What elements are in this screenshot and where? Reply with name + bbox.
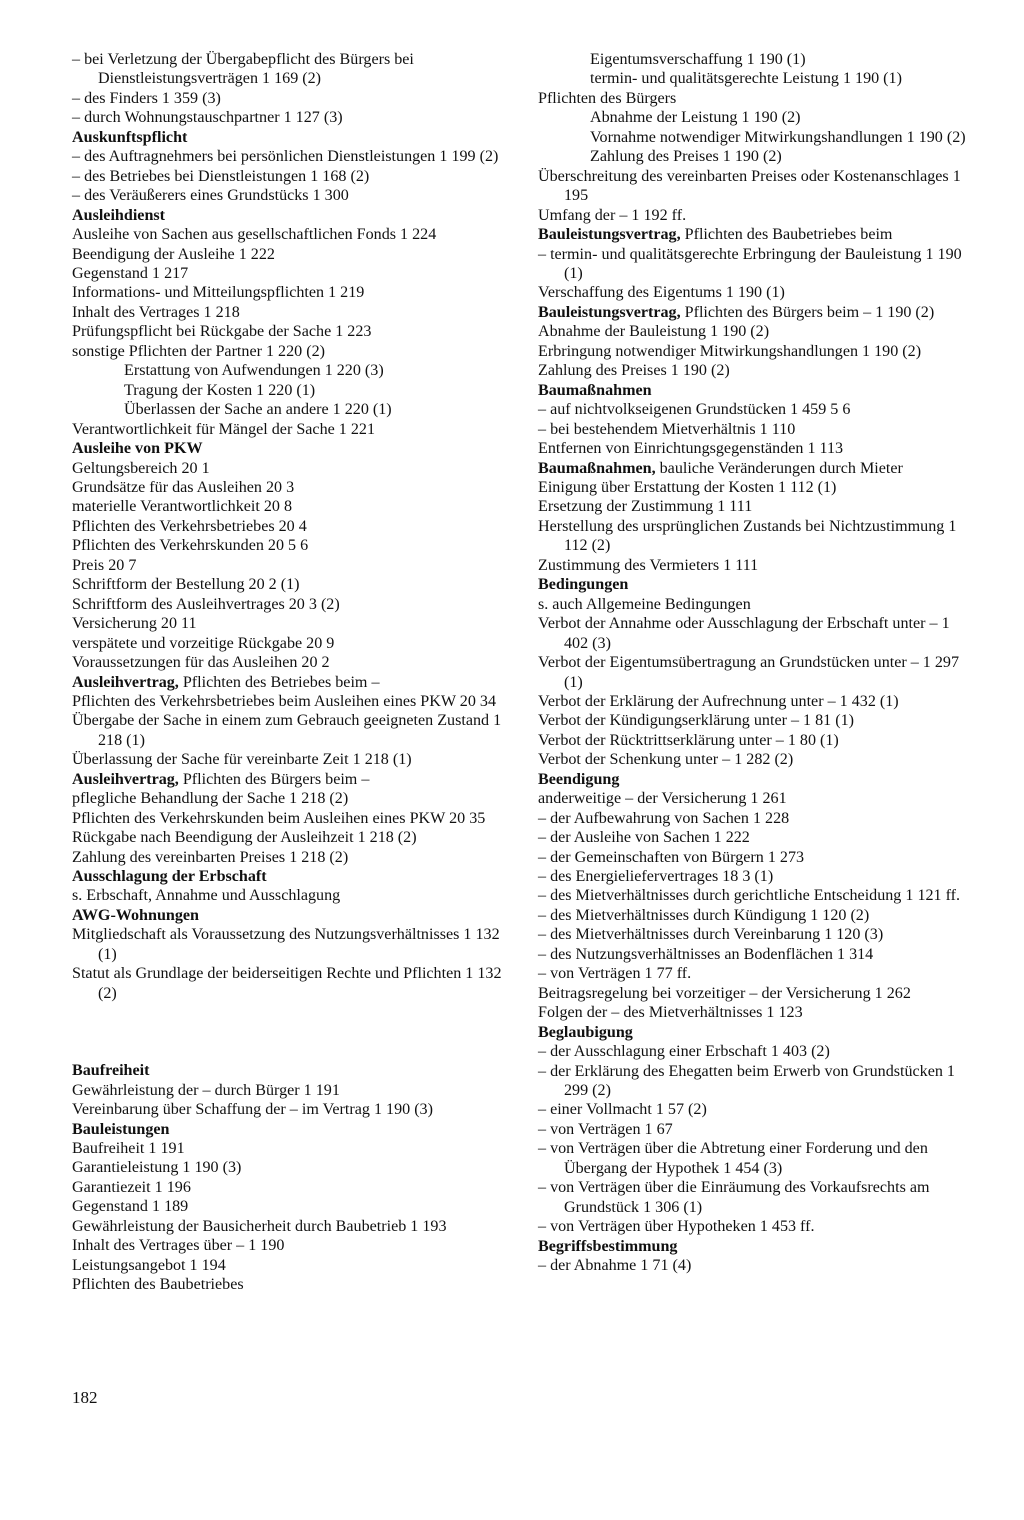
index-entry: Beendigung der Ausleihe 1 222 (72, 245, 275, 263)
heading-qualifier: Pflichten des Betriebes beim – (178, 673, 380, 691)
index-entry: Statut als Grundlage der beiderseitigen Rechte und Pflichten 1 132 (2) (72, 965, 502, 1002)
index-heading: Bauleistungen (72, 1120, 170, 1138)
index-entry: Pflichten des Bürgers (538, 89, 677, 107)
index-subentry: – des Veräußerers eines Grundstücks 1 300 (72, 187, 349, 205)
index-entry: Eigentumsverschaffung 1 190 (1) (590, 51, 806, 68)
index-subentry: – einer Vollmacht 1 57 (2) (538, 1101, 707, 1119)
index-entry: Pflichten des Verkehrsbetriebes beim Ausleihen eines PKW 20 34 (72, 692, 497, 710)
index-subentry: – von Verträgen 1 67 (538, 1120, 673, 1138)
heading-term: Ausleihvertrag, (72, 770, 179, 788)
index-entry: Pflichten des Baubetriebes (72, 1276, 244, 1294)
index-heading (538, 225, 976, 244)
index-subentry: – der Gemeinschaften von Bürgern 1 273 (538, 848, 805, 866)
index-subentry: – des Mietverhältnisses durch Vereinbarung 1 120 (3) (538, 926, 884, 944)
index-entry: Prüfungspflicht bei Rückgabe der Sache 1 223 (72, 323, 372, 341)
index-entry: Ersetzung der Zustimmung 1 111 (538, 498, 753, 516)
index-subentry: – der Ausleihe von Sachen 1 222 (538, 829, 750, 847)
index-subentry: – von Verträgen 1 77 ff. (538, 965, 692, 983)
index-entry: Baufreiheit 1 191 (72, 1140, 185, 1158)
index-entry: Garantiezeit 1 196 (72, 1178, 191, 1196)
index-subentry: – durch Wohnungstauschpartner 1 127 (3) (72, 109, 343, 127)
index-entry: Zustimmung des Vermieters 1 111 (538, 556, 759, 574)
index-entry: Gewährleistung der – durch Bürger 1 191 (72, 1081, 340, 1099)
index-entry: Abnahme der Bauleistung 1 190 (2) (538, 323, 770, 341)
index-heading: Auskunftspflicht (72, 128, 188, 146)
index-entry: Einigung über Erstattung der Kosten 1 112 (1) (538, 478, 837, 496)
index-heading (72, 770, 512, 789)
index-entry: pflegliche Behandlung der Sache 1 218 (2) (72, 790, 349, 808)
index-subentry: – des Finders 1 359 (3) (72, 89, 221, 107)
index-entry: Herstellung des ursprünglichen Zustands bei Nichtzustimmung 1 112 (2) (538, 517, 957, 555)
index-entry: Verschaffung des Eigentums 1 190 (1) (538, 284, 785, 302)
index-entry: Vereinbarung über Schaffung der – im Vertrag 1 190 (3) (72, 1101, 433, 1119)
index-subentry: – des Mietverhältnisses durch gerichtliche Entscheidung 1 121 ff. (538, 887, 961, 905)
index-entry: verspätete und vorzeitige Rückgabe 20 9 (72, 634, 335, 652)
left-column (72, 50, 512, 1295)
index-subentry: – des Nutzungsverhältnisses an Bodenflächen 1 314 (538, 945, 874, 963)
index-entry: Verbot der Annahme oder Ausschlagung der Erbschaft unter – 1 402 (3) (538, 615, 950, 652)
heading-term: Ausleihvertrag, (72, 673, 179, 691)
heading-qualifier: bauliche Veränderungen durch Mieter (655, 459, 903, 477)
index-entry: Übergabe der Sache in einem zum Gebrauch geeigneten Zustand 1 218 (1) (72, 712, 502, 749)
index-entry: Inhalt des Vertrages über – 1 190 (72, 1237, 285, 1255)
index-entry: Grundsätze für das Ausleihen 20 3 (72, 478, 295, 496)
index-heading: Baufreiheit (72, 1062, 150, 1080)
index-entry: Schriftform des Ausleihvertrages 20 3 (2) (72, 595, 340, 613)
index-subentry: – von Verträgen über die Einräumung des Vorkaufsrechts am Grundstück 1 306 (1) (538, 1179, 930, 1216)
index-entry: Informations- und Mitteilungspflichten 1 219 (72, 284, 365, 302)
heading-qualifier: Pflichten des Bürgers beim – (178, 770, 370, 788)
index-entry: Verbot der Eigentumsübertragung an Grundstücken unter – 1 297 (1) (538, 654, 960, 691)
index-entry: Überlassen der Sache an andere 1 220 (1) (124, 401, 392, 419)
index-entry: Leistungsangebot 1 194 (72, 1256, 226, 1274)
index-subentry: – des Mietverhältnisses durch Kündigung 1 120 (2) (538, 906, 870, 924)
index-entry: Zahlung des Preises 1 190 (2) (538, 362, 730, 380)
index-entry: materielle Verantwortlichkeit 20 8 (72, 498, 293, 516)
index-heading (538, 303, 976, 322)
index-subentry: – des Betriebes bei Dienstleistungen 1 168 (2) (72, 167, 370, 185)
index-entry: Abnahme der Leistung 1 190 (2) (590, 109, 801, 127)
index-entry: Pflichten des Verkehrskunden beim Ausleihen eines PKW 20 35 (72, 809, 486, 827)
index-subentry: – der Aufbewahrung von Sachen 1 228 (538, 809, 790, 827)
index-subentry: – termin- und qualitätsgerechte Erbringung der Bauleistung 1 190 (1) (538, 245, 962, 282)
index-entry: Erstattung von Aufwendungen 1 220 (3) (124, 362, 384, 380)
heading-qualifier: Pflichten des Baubetriebes beim (680, 226, 893, 244)
index-heading: Ausleihe von PKW (72, 440, 203, 458)
index-entry: Entfernen von Einrichtungsgegenständen 1 113 (538, 440, 844, 458)
index-entry: Preis 20 7 (72, 556, 137, 574)
heading-term: Baumaßnahmen, (538, 459, 656, 477)
index-entry: Folgen der – des Mietverhältnisses 1 123 (538, 1004, 803, 1022)
index-entry: Zahlung des Preises 1 190 (2) (590, 148, 782, 166)
index-entry: Geltungsbereich 20 1 (72, 459, 210, 477)
index-entry: Rückgabe nach Beendigung der Ausleihzeit 1 218 (2) (72, 829, 417, 847)
index-entry: Vornahme notwendiger Mitwirkungshandlungen 1 190 (2) (590, 128, 966, 146)
index-subentry: – auf nichtvolkseigenen Grundstücken 1 459 5 6 (538, 401, 851, 419)
index-entry: s. Erbschaft, Annahme und Ausschlagung (72, 887, 341, 905)
index-entry: Schriftform der Bestellung 20 2 (1) (72, 576, 300, 594)
index-heading: Ausschlagung der Erbschaft (72, 868, 267, 886)
index-heading: Begriffsbestimmung (538, 1237, 678, 1255)
index-subentry: – bei Verletzung der Übergabepflicht des Bürgers bei Dienstleistungsverträgen 1 169 (2) (72, 51, 414, 88)
index-subentry: – des Energieliefervertrages 18 3 (1) (538, 868, 774, 886)
heading-qualifier: Pflichten des Bürgers beim – 1 190 (2) (680, 303, 935, 321)
index-entry: Tragung der Kosten 1 220 (1) (124, 381, 316, 399)
index-entry: Überlassung der Sache für vereinbarte Zeit 1 218 (1) (72, 751, 412, 769)
index-entry: s. auch Allgemeine Bedingungen (538, 595, 751, 613)
index-entry: Garantieleistung 1 190 (3) (72, 1159, 242, 1177)
index-entry: Verbot der Schenkung unter – 1 282 (2) (538, 751, 794, 769)
heading-term: Bauleistungsvertrag, (538, 226, 681, 244)
index-subentry: – des Auftragnehmers bei persönlichen Dienstleistungen 1 199 (2) (72, 148, 499, 166)
index-entry: Verantwortlichkeit für Mängel der Sache 1 221 (72, 420, 375, 438)
index-entry: Umfang der – 1 192 ff. (538, 206, 687, 224)
index-entry: Pflichten des Verkehrsbetriebes 20 4 (72, 517, 307, 535)
index-entry: Gegenstand 1 217 (72, 264, 189, 282)
index-heading: Beendigung (538, 770, 620, 788)
index-entry: Gewährleistung der Bausicherheit durch Baubetrieb 1 193 (72, 1217, 447, 1235)
index-entry: Pflichten des Verkehrskunden 20 5 6 (72, 537, 309, 555)
index-entry: Verbot der Rücktrittserklärung unter – 1 80 (1) (538, 731, 839, 749)
index-entry: Mitgliedschaft als Voraussetzung des Nutzungsverhältnisses 1 132 (1) (72, 926, 500, 963)
index-entry: Verbot der Erklärung der Aufrechnung unter – 1 432 (1) (538, 692, 899, 710)
index-heading: AWG-Wohnungen (72, 906, 200, 924)
index-entry: Versicherung 20 11 (72, 615, 197, 633)
index-subentry: – der Erklärung des Ehegatten beim Erwerb von Grundstücken 1 299 (2) (538, 1062, 955, 1100)
index-entry: Ausleihe von Sachen aus gesellschaftlichen Fonds 1 224 (72, 226, 437, 244)
index-entry: Überschreitung des vereinbarten Preises oder Kostenanschlages 1 195 (538, 167, 961, 205)
right-column (538, 50, 976, 1276)
section-gap (72, 1003, 512, 1061)
index-subentry: – bei bestehendem Mietverhältnis 1 110 (538, 420, 796, 438)
index-subentry: – der Ausschlagung einer Erbschaft 1 403 (2) (538, 1043, 830, 1061)
index-heading: Beglaubigung (538, 1023, 633, 1041)
index-entry: termin- und qualitätsgerechte Leistung 1 190 (1) (590, 70, 902, 88)
index-entry: Beitragsregelung bei vorzeitiger – der Versicherung 1 262 (538, 984, 911, 1002)
index-entry: Voraussetzungen für das Ausleihen 20 2 (72, 654, 330, 672)
index-subentry: – von Verträgen über die Abtretung einer Forderung und den Übergang der Hypothek 1 454 (3) (538, 1140, 928, 1177)
heading-term: Bauleistungsvertrag, (538, 303, 681, 321)
page-number: 182 (72, 1388, 98, 1407)
index-entry: Verbot der Kündigungserklärung unter – 1 81 (1) (538, 712, 854, 730)
index-subentry: – von Verträgen über Hypotheken 1 453 ff. (538, 1218, 815, 1236)
index-entry: sonstige Pflichten der Partner 1 220 (2) (72, 342, 325, 360)
index-entry: Gegenstand 1 189 (72, 1198, 189, 1216)
index-heading: Ausleihdienst (72, 206, 166, 224)
index-entry: anderweitige – der Versicherung 1 261 (538, 790, 787, 808)
index-heading: Baumaßnahmen (538, 381, 652, 399)
index-heading: Bedingungen (538, 576, 629, 594)
index-heading (72, 673, 512, 692)
index-subentry: – der Abnahme 1 71 (4) (538, 1257, 692, 1275)
index-heading (538, 459, 976, 478)
index-entry: Erbringung notwendiger Mitwirkungshandlungen 1 190 (2) (538, 342, 922, 360)
index-entry: Inhalt des Vertrages 1 218 (72, 303, 240, 321)
index-entry: Zahlung des vereinbarten Preises 1 218 (2) (72, 848, 349, 866)
